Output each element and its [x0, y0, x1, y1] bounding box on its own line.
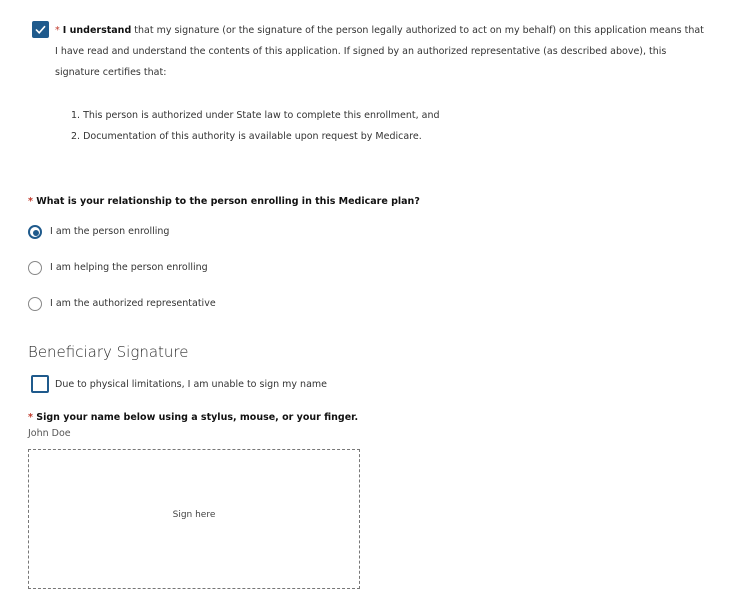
- relationship-question: [28, 196, 420, 207]
- radio-person-enrolling[interactable]: [28, 225, 42, 239]
- signer-name: John Doe: [28, 428, 71, 439]
- checkmark-icon: [32, 21, 49, 38]
- question-text: What is your relationship to the person enrolling in this Medicare plan?: [36, 196, 420, 207]
- radio-authorized-representative[interactable]: [28, 297, 42, 311]
- consent-checkbox[interactable]: [32, 21, 49, 38]
- consent-body: that my signature (or the signature of the person legally authorized to act on my behalf) on this application means that I have read and understand the contents of this application. If signed by an authorized representative (as described above), this signature certifies that:: [55, 25, 704, 78]
- radio-label: I am helping the person enrolling: [50, 262, 208, 273]
- consent-list: [71, 105, 440, 147]
- radio-label: I am the authorized representative: [50, 298, 216, 309]
- sign-here-placeholder: Sign here: [172, 510, 216, 520]
- unable-to-sign-checkbox[interactable]: [31, 375, 49, 393]
- sign-instruction-text: Sign your name below using a stylus, mouse, or your finger.: [36, 412, 359, 423]
- required-mark: *: [28, 412, 33, 423]
- radio-label: I am the person enrolling: [50, 226, 170, 237]
- radio-helping-person[interactable]: [28, 261, 42, 275]
- required-mark: *: [28, 196, 33, 207]
- list-item: 2. Documentation of this authority is available upon request by Medicare.: [71, 131, 422, 142]
- consent-text: [55, 20, 705, 83]
- consent-bold-lead: I understand: [62, 25, 132, 36]
- unable-to-sign-label: Due to physical limitations, I am unable to sign my name: [55, 379, 327, 390]
- section-title: Beneficiary Signature: [28, 343, 189, 361]
- list-item: 1. This person is authorized under State law to complete this enrollment, and: [71, 110, 440, 121]
- sign-instruction: [28, 412, 358, 423]
- signature-pad[interactable]: [28, 449, 360, 589]
- required-mark: *: [55, 25, 60, 36]
